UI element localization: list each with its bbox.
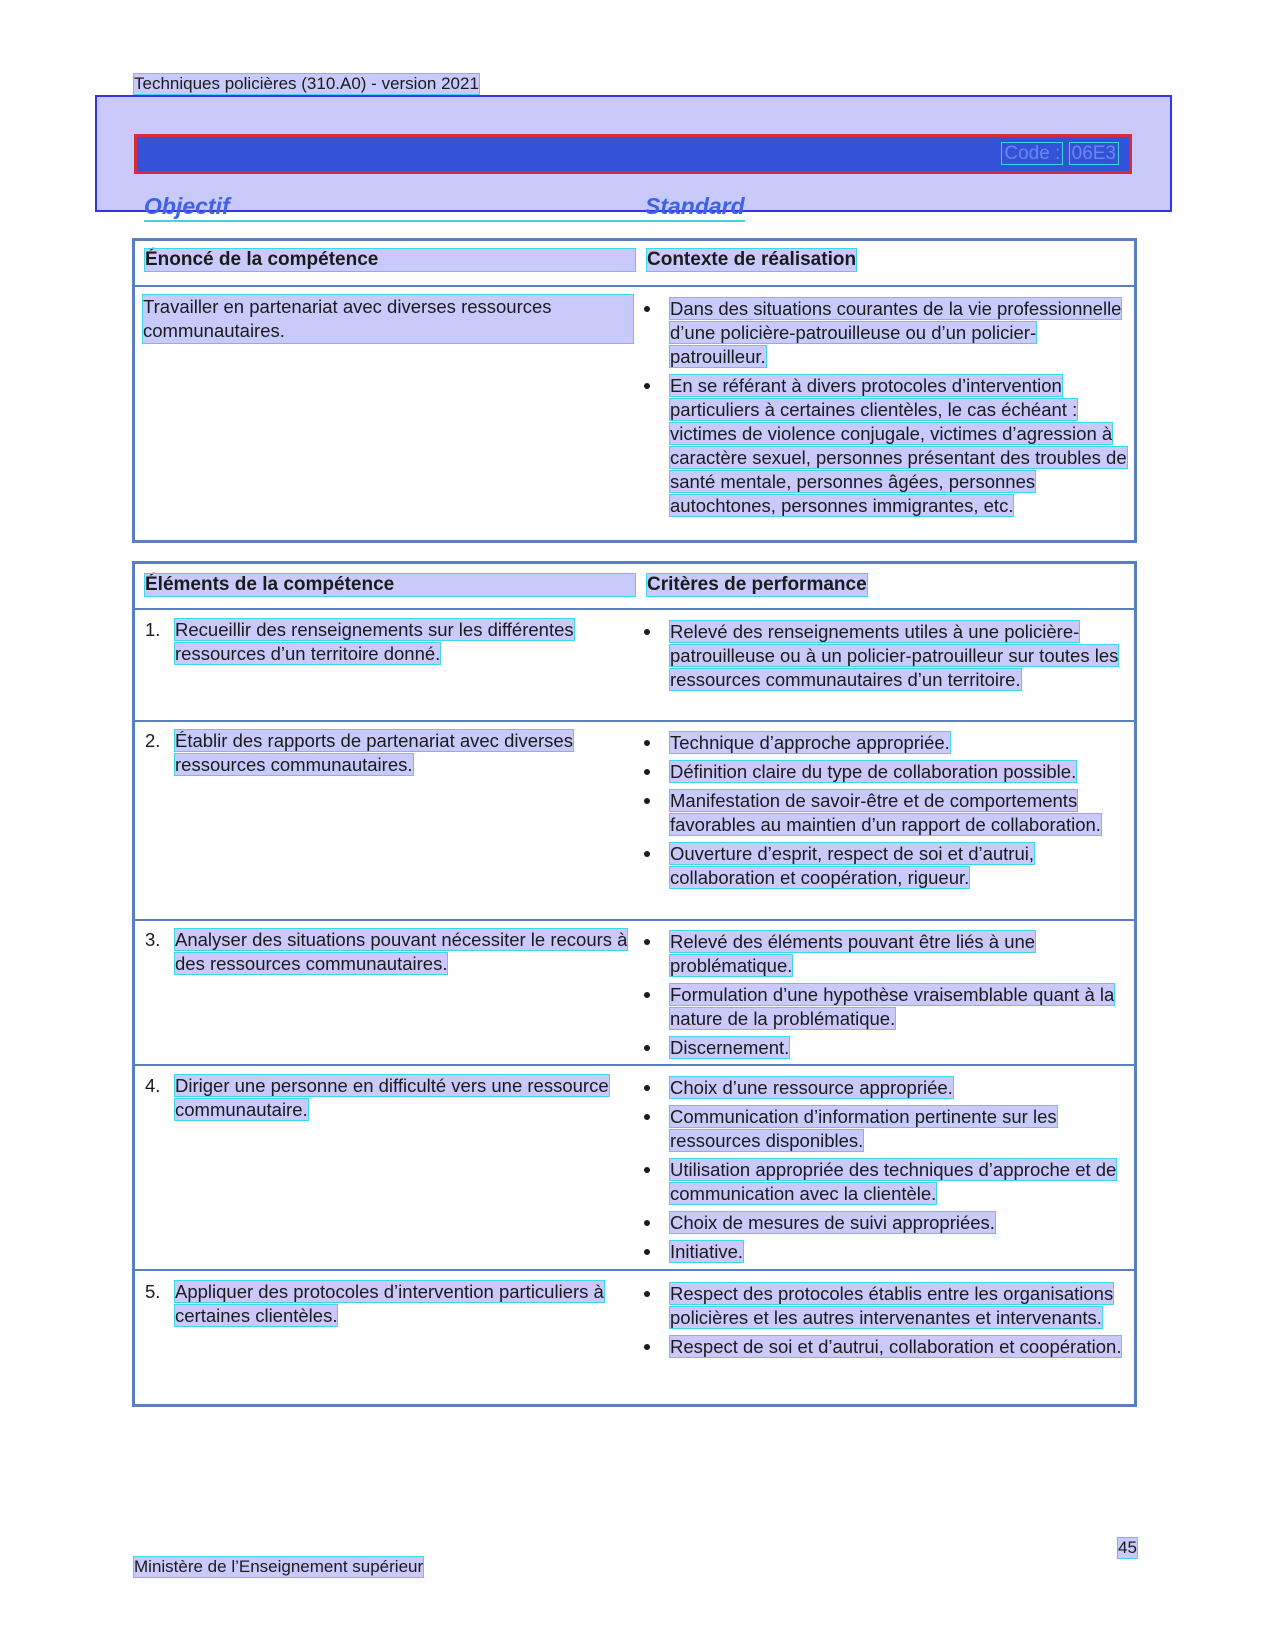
list-item: Manifestation de savoir-être et de comportements favorables au maintien d’un rapport de collaboration. [640, 789, 1130, 837]
contexte-list [640, 297, 1130, 523]
list-item: Dans des situations courantes de la vie professionnelle d’une policière-patrouilleuse ou d’un policier-patrouilleur. [640, 297, 1130, 369]
list-item: Respect de soi et d’autrui, collaboration et coopération. [640, 1335, 1130, 1359]
list-item: Choix de mesures de suivi appropriées. [640, 1211, 1130, 1235]
table-row-element: 5. Appliquer des protocoles d’intervention particuliers à certaines clientèles. [145, 1281, 604, 1326]
code-label: Code : [1001, 142, 1063, 165]
divider [135, 608, 1134, 610]
divider [135, 285, 1134, 287]
list-item: Choix d’une ressource appropriée. [640, 1076, 1130, 1100]
divider [135, 1269, 1134, 1271]
criteria-list [640, 930, 1130, 1065]
list-item: Technique d’approche appropriée. [640, 731, 1130, 755]
criteria-list [640, 620, 1130, 697]
list-item: Communication d’information pertinente sur les ressources disponibles. [640, 1105, 1130, 1153]
divider [135, 720, 1134, 722]
competence-table [132, 238, 1137, 543]
list-item: Définition claire du type de collaboration possible. [640, 760, 1130, 784]
criteria-list [640, 1282, 1130, 1364]
enonce-heading: Énoncé de la compétence [145, 249, 635, 271]
criteria-list [640, 731, 1130, 895]
list-item: Relevé des renseignements utiles à une policière- patrouilleuse ou à un policier-patrouilleur sur toutes les ressources communautaires d’un territoire. [640, 620, 1130, 692]
divider [135, 1064, 1134, 1066]
criteria-list [640, 1076, 1130, 1269]
elements-table [132, 561, 1137, 1407]
table-row-element: 3. Analyser des situations pouvant nécessiter le recours à des ressources communautaires. [145, 929, 628, 974]
list-item: Discernement. [640, 1036, 1130, 1060]
list-item: Initiative. [640, 1240, 1130, 1264]
code-value: 06E3 [1069, 142, 1119, 165]
list-item: Respect des protocoles établis entre les organisations policières et les autres intervenantes et intervenants. [640, 1282, 1130, 1330]
standard-heading: Standard [645, 193, 745, 222]
elements-heading: Éléments de la compétence [145, 574, 635, 596]
running-header: Techniques policières (310.A0) - version 2021 [134, 74, 479, 93]
enonce-text: Travailler en partenariat avec diverses ressources communautaires. [143, 295, 633, 343]
list-item: Utilisation appropriée des techniques d’approche et de communication avec la clientèle. [640, 1158, 1130, 1206]
list-item: Relevé des éléments pouvant être liés à une problématique. [640, 930, 1130, 978]
footer-publisher: Ministère de l’Enseignement supérieur [134, 1557, 424, 1576]
list-item: Ouverture d’esprit, respect de soi et d’autrui, collaboration et coopération, rigueur. [640, 842, 1130, 890]
code-bar [134, 134, 1132, 174]
criteres-heading: Critères de performance [647, 574, 867, 595]
table-row-element: 4. Diriger une personne en difficulté vers une ressource communautaire. [145, 1075, 609, 1120]
list-item: Formulation d’une hypothèse vraisemblable quant à la nature de la problématique. [640, 983, 1130, 1031]
objectif-heading: Objectif [144, 193, 744, 222]
divider [135, 919, 1134, 921]
table-row-element: 1. Recueillir des renseignements sur les différentes ressources d’un territoire donné. [145, 619, 574, 664]
table-row-element: 2. Établir des rapports de partenariat avec diverses ressources communautaires. [145, 730, 573, 775]
list-item: En se référant à divers protocoles d’intervention particuliers à certaines clientèles, le cas échéant : victimes de violence conjugale, victimes d’agression à caractère sexuel, personnes présentant des troubles de santé mentale, personnes âgées, personnes autochtones, personnes immigrantes, etc. [640, 374, 1130, 518]
contexte-heading: Contexte de réalisation [647, 249, 857, 270]
page-number: 45 [1118, 1538, 1137, 1557]
competency-code [1001, 143, 1119, 165]
